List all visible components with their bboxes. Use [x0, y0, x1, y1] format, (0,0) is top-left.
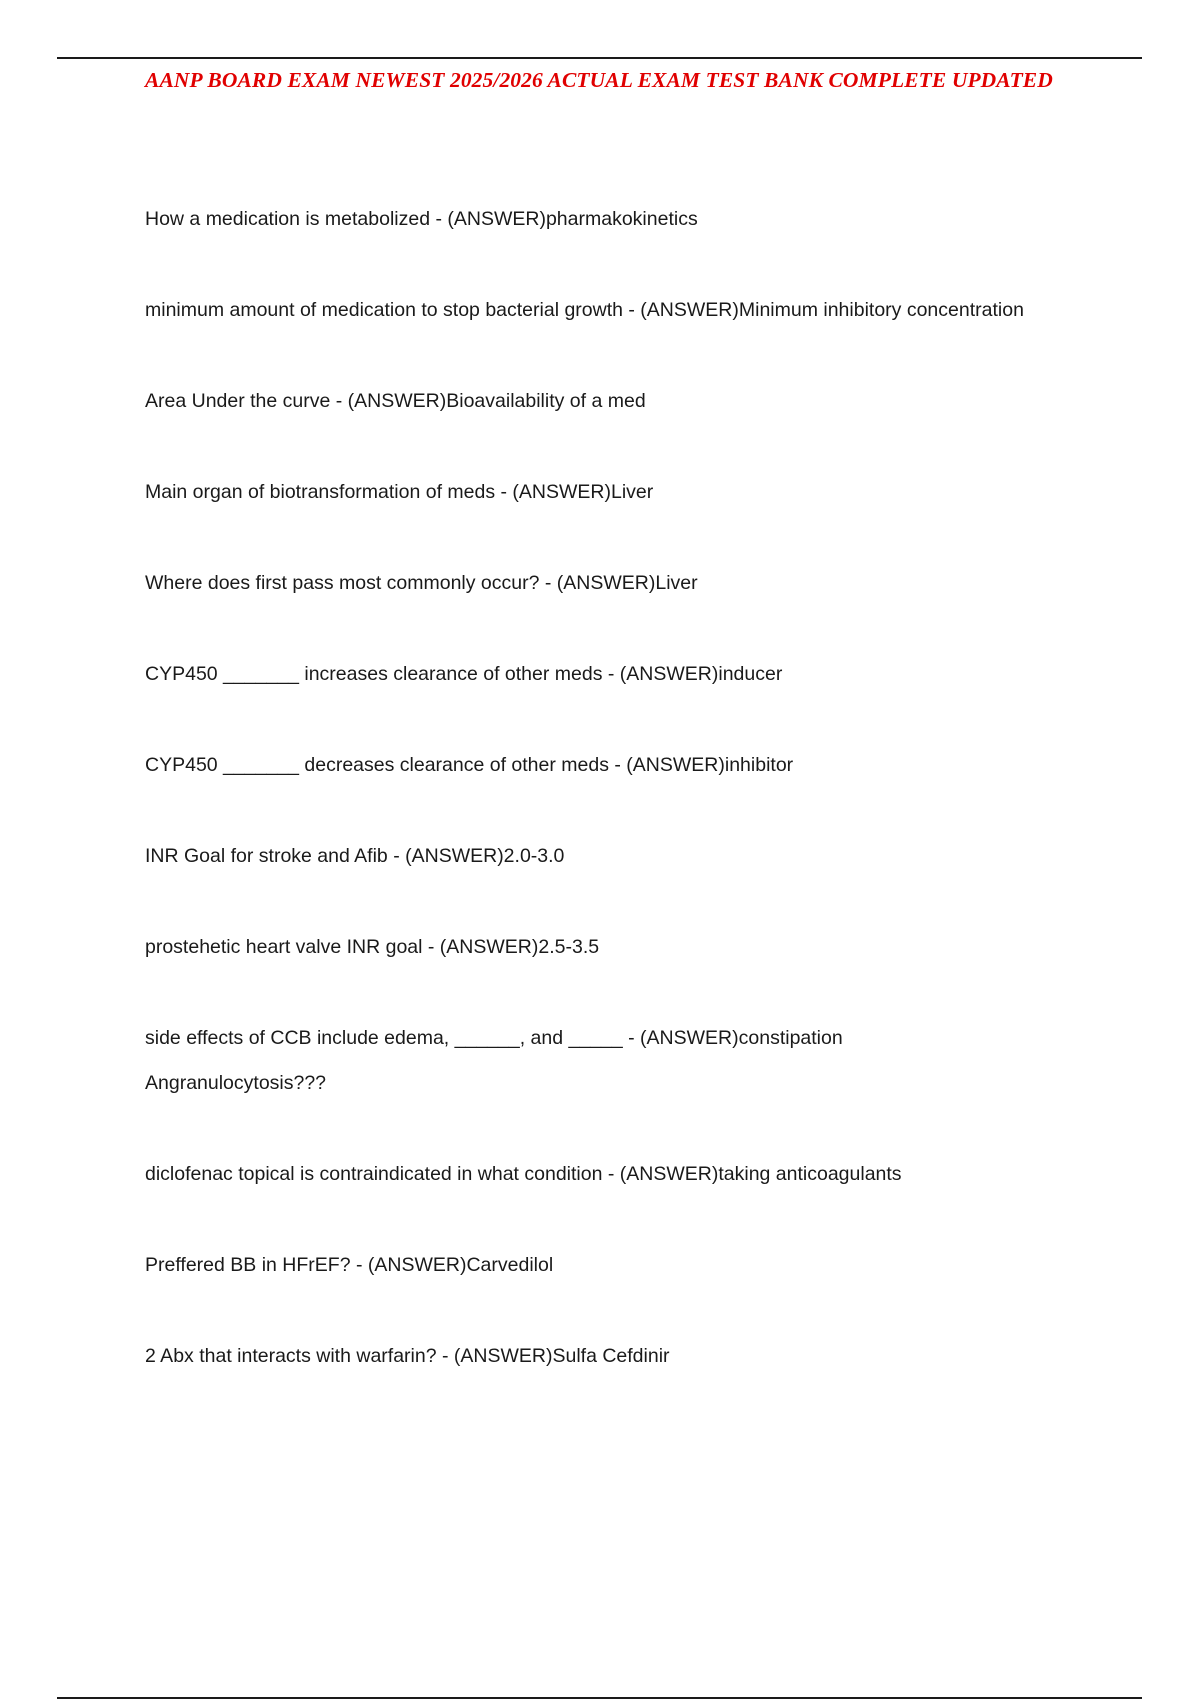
- question-answer-list: [145, 206, 1145, 1369]
- header-rule: [57, 57, 1142, 59]
- qa-item-13: 2 Abx that interacts with warfarin? - (ANSWER)Sulfa Cefdinir: [145, 1345, 670, 1367]
- qa-item-1: How a medication is metabolized - (ANSWER)pharmakokinetics: [145, 208, 698, 230]
- qa-item-3: Area Under the curve - (ANSWER)Bioavailability of a med: [145, 390, 646, 412]
- qa-item-8: INR Goal for stroke and Afib - (ANSWER)2.0-3.0: [145, 845, 565, 867]
- qa-item-2: minimum amount of medication to stop bacterial growth - (ANSWER)Minimum inhibitory concentration: [145, 299, 1024, 321]
- qa-item-5: Where does first pass most commonly occur? - (ANSWER)Liver: [145, 572, 698, 594]
- document-title: AANP BOARD EXAM NEWEST 2025/2026 ACTUAL EXAM TEST BANK COMPLETE UPDATED: [145, 68, 1053, 92]
- qa-item-10-text: side effects of CCB include edema, ______, and _____ - (ANSWER)constipation: [145, 1027, 843, 1049]
- qa-item-9: prostehetic heart valve INR goal - (ANSWER)2.5-3.5: [145, 936, 600, 958]
- qa-item-6: CYP450 _______ increases clearance of other meds - (ANSWER)inducer: [145, 663, 783, 685]
- qa-item-4: Main organ of biotransformation of meds - (ANSWER)Liver: [145, 481, 654, 503]
- qa-item-10-continuation: Angranulocytosis???: [145, 1072, 327, 1094]
- qa-item-7: CYP450 _______ decreases clearance of other meds - (ANSWER)inhibitor: [145, 754, 794, 776]
- qa-item-12: Preffered BB in HFrEF? - (ANSWER)Carvedilol: [145, 1254, 554, 1276]
- qa-item-11: diclofenac topical is contraindicated in what condition - (ANSWER)taking anticoagulants: [145, 1163, 902, 1185]
- footer-rule: [57, 1697, 1142, 1699]
- qa-item-10: [145, 1025, 1145, 1096]
